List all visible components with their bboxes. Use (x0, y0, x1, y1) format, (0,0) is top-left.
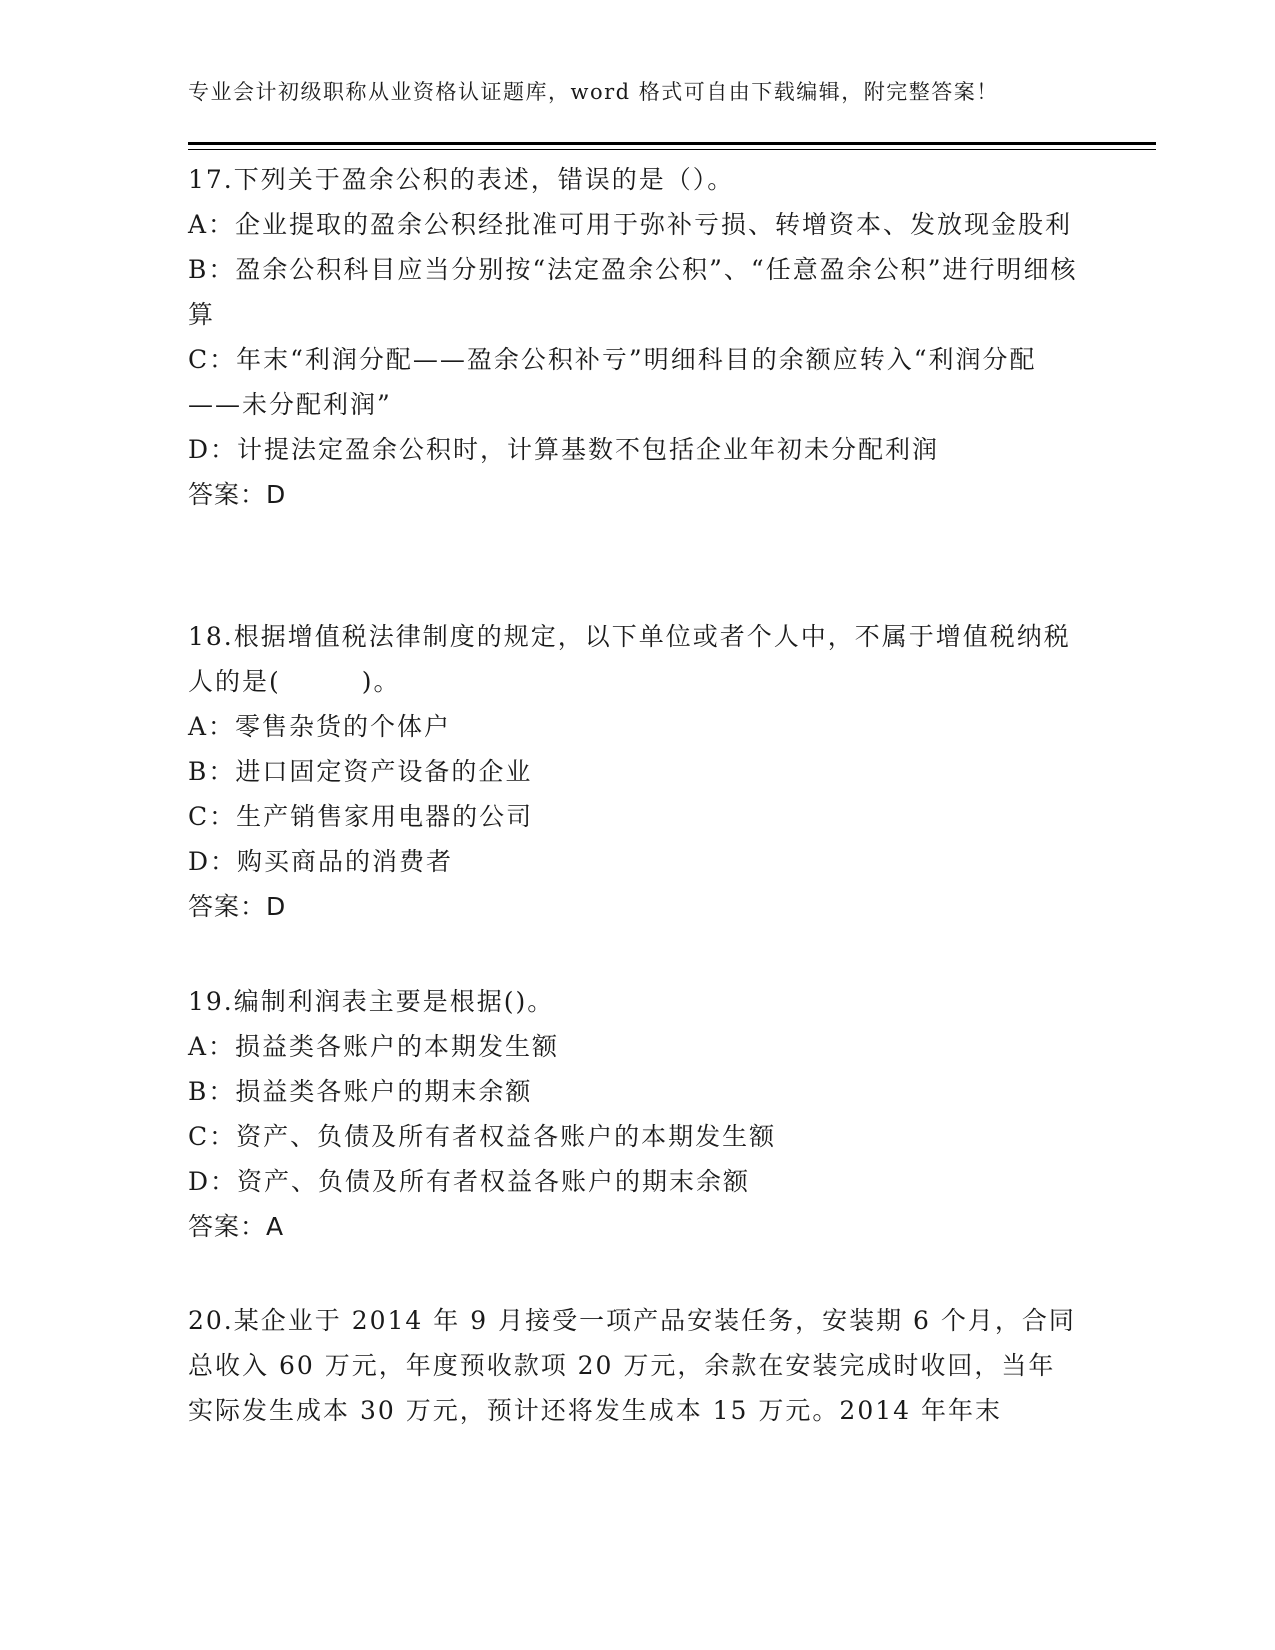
question-20 (188, 1298, 1078, 1433)
option-a: A：企业提取的盈余公积经批准可用于弥补亏损、转增资本、发放现金股利 (188, 210, 1073, 239)
option-a: A：零售杂货的个体户 (188, 712, 452, 741)
option-a: A：损益类各账户的本期发生额 (188, 1032, 560, 1061)
option-b: B：进口固定资产设备的企业 (188, 757, 533, 786)
header-rule-thick (188, 142, 1156, 145)
question-stem: 18.根据增值税法律制度的规定，以下单位或者个人中，不属于增值税纳税人的是( )。 (188, 622, 1071, 696)
question-18 (188, 614, 1078, 929)
page-header: 专业会计初级职称从业资格认证题库，word 格式可自由下载编辑，附完整答案！ (188, 80, 999, 104)
question-19 (188, 979, 1078, 1249)
option-c: C：生产销售家用电器的公司 (188, 802, 534, 831)
option-b: B：盈余公积科目应当分别按“法定盈余公积”、“任意盈余公积”进行明细核算 (188, 255, 1078, 329)
option-c: C：资产、负债及所有者权益各账户的本期发生额 (188, 1122, 777, 1151)
option-d: D：购买商品的消费者 (188, 847, 454, 876)
option-d: D：计提法定盈余公积时，计算基数不包括企业年初未分配利润 (188, 435, 940, 464)
question-stem: 17.下列关于盈余公积的表述，错误的是（）。 (188, 165, 735, 194)
answer-text: 答案：D (188, 892, 287, 921)
question-stem: 20.某企业于 2014 年 9 月接受一项产品安装任务，安装期 6 个月，合同总收入 60 万元，年度预收款项 20 万元，余款在安装完成时收回，当年实际发生成本 30 万元，预计还将发生成本 15 万元。2014 年年末 (188, 1306, 1076, 1425)
answer-text: 答案：A (188, 1212, 285, 1241)
question-stem: 19.编制利润表主要是根据()。 (188, 987, 555, 1016)
answer-text: 答案：D (188, 480, 287, 509)
option-d: D：资产、负债及所有者权益各账户的期末余额 (188, 1167, 751, 1196)
option-b: B：损益类各账户的期末余额 (188, 1077, 533, 1106)
question-17 (188, 157, 1078, 517)
header-rule-thin (188, 149, 1156, 150)
option-c: C：年末“利润分配——盈余公积补亏”明细科目的余额应转入“利润分配——未分配利润” (188, 345, 1037, 419)
